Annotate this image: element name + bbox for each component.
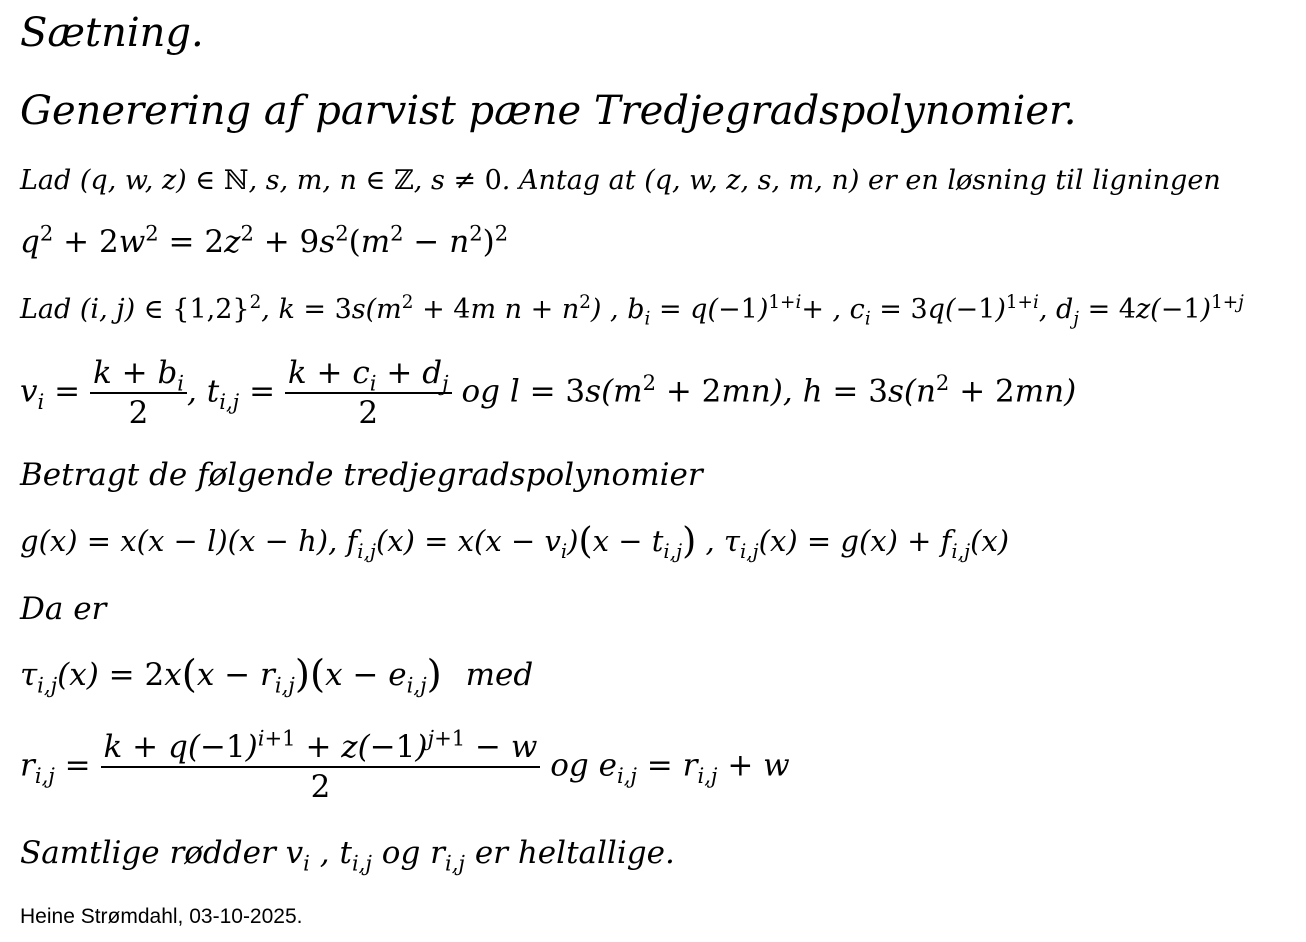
text-og-2: og <box>550 747 589 784</box>
r-fraction: $\frac{k + q(-1)^{i+1} + z(-1)^{j+1} - w}{2}$ <box>101 730 541 804</box>
text-lad-2: Lad <box>20 294 72 325</box>
theorem-label: Sætning. <box>20 10 204 56</box>
v-fraction: $\frac{k + b_i}{2}$ <box>90 356 187 430</box>
r-line: $r_{i,j}$ = $\frac{k + q(-1)^{i+1} + z(-1)^{j+1} - w}{2}$ og $e_{i,j} = r_{i,j} + w$ <box>20 725 790 806</box>
theorem-title: Generering af parvist pæne Tredjegradspolynomier. <box>20 88 1077 134</box>
da-er-line: Da er <box>20 591 107 627</box>
definitions-line: Lad (i, j) ∈ $\{1,2\}^2$, $k = 3s(m^2 + 4m$ $n + n^2$) , $b_i = q(-1)^{1+i}+$ , $c_i = 3q(-1)^{1+i}$, $d_j = 4z(-1)^{1+j}$ <box>20 291 1244 330</box>
text-antag: Antag at <box>518 165 636 196</box>
signature: Heine Strømdahl, 03-10-2025. <box>20 905 303 928</box>
betragt-line: Betragt de følgende tredjegradspolynomier <box>20 457 703 493</box>
text-med: med <box>465 657 534 693</box>
fractions-line: $v_i$ = $\frac{k + b_i}{2}$ , $t_{i,j}$ = $\frac{k + c_i + d_j}{2}$ og $l = 3s(m^2 + 2mn)$, $h = 3s(n^2 + 2mn)$ <box>20 355 1077 432</box>
text-og-3: og <box>381 835 421 871</box>
assumption-line: Lad (q, w, z) ∈ ℕ, s, m, n ∈ ℤ, s ≠ 0. Antag at (q, w, z, s, m, n) er en løsning til ligningen <box>20 165 1221 196</box>
text-samtlige: Samtlige rødder <box>20 835 276 871</box>
tau-line: $\tau_{i,j}(x) = 2x(x - r_{i,j})(x - e_{i,j})$ med <box>20 651 534 698</box>
text-og-1: og <box>461 373 500 410</box>
t-fraction: $\frac{k + c_i + d_j}{2}$ <box>285 356 452 430</box>
conclusion-line: Samtlige rødder $v_i$ , $t_{i,j}$ og $r_{i,j}$ er heltallige. <box>20 835 675 876</box>
text-er-heltallige: er heltallige. <box>474 835 675 871</box>
text-er-en-losning: er en løsning til ligningen <box>867 165 1221 196</box>
main-equation: $q^2 + 2w^2 = 2z^2 + 9s^2(m^2 - n^2)^2$ <box>20 220 509 260</box>
polynomials-line: g(x) = x(x − l)(x − h), $f_{i,j}(x) = x(x - v_i)(x - t_{i,j})$ , $\tau_{i,j}(x) = g(x) + f_{i,j}(x)$ <box>20 518 1010 563</box>
text-lad: Lad <box>20 165 72 196</box>
